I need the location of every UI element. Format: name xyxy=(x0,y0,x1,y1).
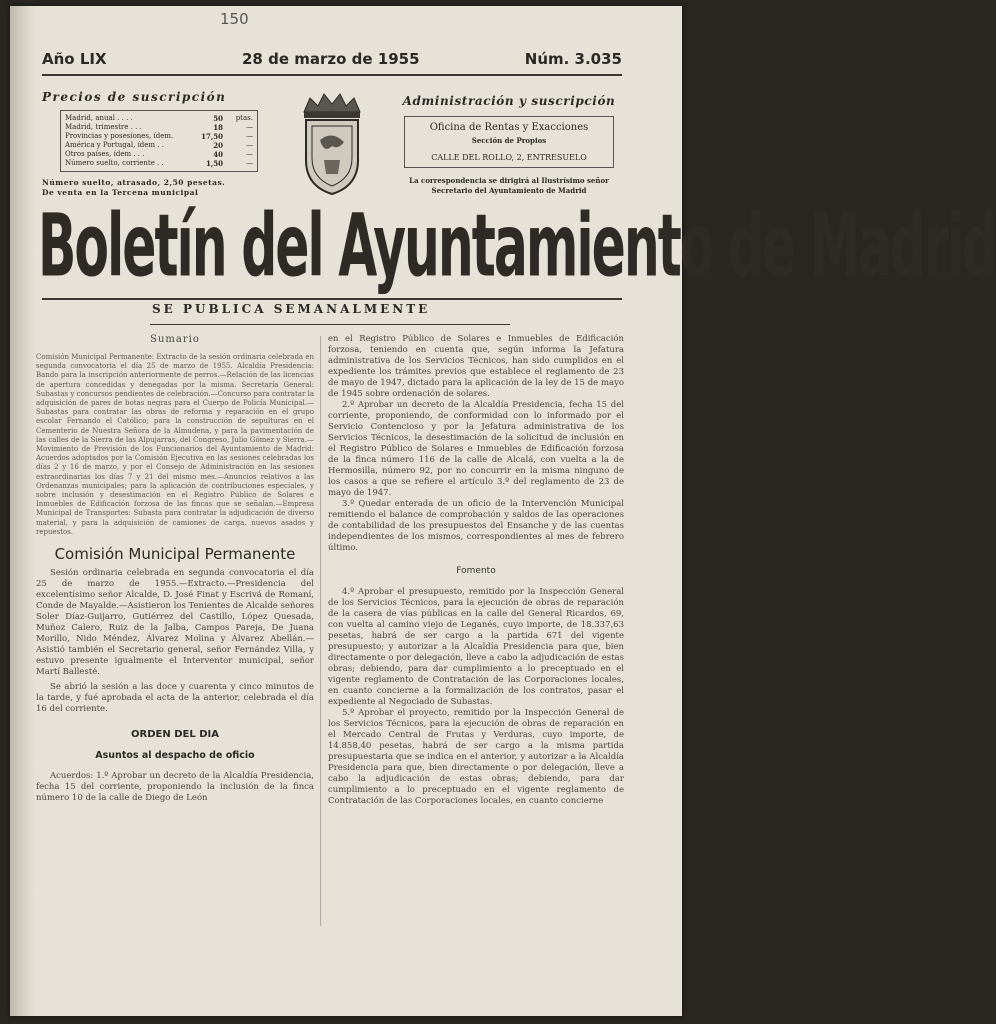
office-box xyxy=(404,116,614,168)
left-column xyxy=(36,334,314,804)
date-label: 28 de marzo de 1955 xyxy=(242,50,420,68)
sumario-text: Comisión Municipal Permanente: Extracto de la sesión ordinaria celebrada en segunda convocatoria el día 25 de marzo de 1955. Alcaldía Presidencia: Bando para la inscripción anteriormente de perros.—Relación de las licencias de apertura concedidas y denegadas por la misma. Secretaría General: Subastas y concursos pendientes de celebración.—Concurso para contratar la adquisición de pares de botas negras para el Cuerpo de Policía Municipal.—Subastas para contratar las obras de reforma y reparación en el grupo escolar Fernando el Católico; para la construcción de sepulturas en el Cementerio de Nuestra Señora de la Almudena, y para la pavimentación de las calles de la Sierra de las Alpujarras, del Congreso, Julio Gómez y Sierra.—Movimiento de Previsión de los Funcionarios del Ayuntamiento de Madrid: Acuerdos adoptados por la Comisión Ejecutiva en las sesiones celebradas los días 2 y 16 de marzo, y por el Consejo de Administración en las sesiones extraordinarias los días 7 y 21 del mismo mes.—Anuncios relativos a las Ordenanzas municipales; para la aplicación de contribuciones especiales, y sobre inclusión y desestimación en el Registro Público de Solares e Inmuebles de Edificación forzosa de las fincas que se señalan.—Empresa Municipal de Transportes: Subasta para contratar la adjudicación de diverso material, y para la adquisición de camiones de carga, nuevos asados y repuestos. xyxy=(36,353,314,536)
paragraph: 3.º Quedar enterada de un oficio de la Intervención Municipal remitiendo el balance de comprobación y saldos de las operaciones de contabilidad de los presupuestos del Ensanche y de las cuentas independientes de los mismos, correspondientes al mes de febrero último. xyxy=(328,499,624,553)
paragraph: Sesión ordinaria celebrada en segunda convocatoria el día 25 de marzo de 1955.—Extracto.—Presidencia del excelentísimo señor Alcalde, D. José Finat y Escrivá de Romaní, Conde de Mayalde.—Asistieron los Tenientes de Alcalde señores Soler Díaz-Guijarro, Gutiérrez del Castillo, López Quesada, Muñoz Calero, Ruiz de la Jalba, Campos Pareja, De Juana Morillo, Nido Méndez, Álvarez Molina y Álvarez Abellán.—Asistió también el Secretario general, señor Fernández Villa, y estuvo presente igualmente el Interventor municipal, señor Martí Ballesté. xyxy=(36,568,314,678)
paragraph: 4.º Aprobar el presupuesto, remitido por la Inspección General de los Servicios Técnicos, para la ejecución de obras de reparación de la casera de vías públicas en la calle del General Ricardos, 69, con vuelta al camino viejo de Leganés, cuyo importe, de 18.337,63 pesetas, habrá de ser cargo a la partida 671 del vigente presupuesto; y autorizar a la Alcaldía Presidencia para que, bien directamente o por delegación, lleve a cabo la adjudicación de estas obras; debiendo, para dar cumplimiento a lo preceptuado en el vigente reglamento de Contratación de las Corporaciones locales, en cuanto concierne a la formalización de los contratos, pasar el expediente al Negociado de Subastas. xyxy=(328,587,624,707)
paragraph: 2.º Aprobar un decreto de la Alcaldía Presidencia, fecha 15 del corriente, proponiendo, de conformidad con lo informado por el Servicio Contencioso y por la Jefatura administrativa de los Servicios Técnicos, la desestimación de la solicitud de inclusión en el Registro Público de Solares e Inmuebles de Edificación forzosa de la finca número 116 de la calle de Alcalá, con vuelta a la de Hermosilla, número 92, por no concurrir en la misma ninguno de los casos a que se refiere el artículo 3.º del reglamento de 23 de mayo de 1947. xyxy=(328,400,624,498)
price-row: Número suelto, corriente . . 1,50 — xyxy=(65,159,253,168)
administration-title: Administración y suscripción xyxy=(402,94,616,108)
newspaper-page xyxy=(10,6,996,1016)
section-title: Comisión Municipal Permanente xyxy=(54,545,296,564)
sumario-title: Sumario xyxy=(150,334,200,345)
header-rule xyxy=(42,74,622,76)
madrid-crest-icon xyxy=(294,90,370,198)
fomento-heading: Fomento xyxy=(456,566,496,576)
paragraph: 5.º Aprobar el proyecto, remitido por la Inspección General de los Servicios Técnicos, para la ejecución de obras de reparación en el Mercado Central de Frutas y Verduras, cuyo importe, de 14.858,40 pesetas, habrá de ser cargo a la misma partida presupuestaria que se indica en el anterior, y autorizar a la Alcaldía Presidencia para que, bien directamente o por delegación, lleve a cabo la adjudicación de estas obras; debiendo, para dar cumplimiento a lo preceptuado en el vigente reglamento de Contratación de las Corporaciones locales, en cuanto concierne xyxy=(328,708,624,806)
orden-del-dia-heading: ORDEN DEL DIA xyxy=(131,729,219,741)
administration-box xyxy=(396,94,622,196)
subscription-box xyxy=(42,90,274,202)
price-row: Madrid, anual . . . . 50 ptas. xyxy=(65,114,253,123)
price-row: América y Portugal, ídem . . 20 — xyxy=(65,141,253,150)
year-label: Año LIX xyxy=(42,50,107,68)
office-section: Sección de Propios xyxy=(471,136,547,145)
price-table xyxy=(60,110,258,172)
office-name: Oficina de Rentas y Exacciones xyxy=(429,122,589,133)
page-spine xyxy=(10,6,36,1016)
asuntos-heading: Asuntos al despacho de oficio xyxy=(95,750,255,762)
price-row: Otros países, ídem . . . 40 — xyxy=(65,150,253,159)
paragraph: en el Registro Público de Solares e Inmuebles de Edificación forzosa, teniendo en cuenta que, según informa la Jefatura administrativa de los Servicios Técnicos, han sido cumplidos en el expediente los trámites previos que establece el reglamento de 23 de mayo de 1947, dictado para la aplicación de la ley de 15 de mayo de 1945 sobre ordenación de solares. xyxy=(328,334,624,399)
paragraph: Acuerdos: 1.º Aprobar un decreto de la Alcaldía Presidencia, fecha 15 del corriente, proponiendo la inclusión de la finca número 10 de la calle de Diego de León xyxy=(36,771,314,804)
frequency-rule xyxy=(150,324,510,325)
price-row: Provincias y posesiones, ídem. 17,50 — xyxy=(65,132,253,141)
subscription-note: Número suelto, atrasado, 2,50 pesetas. De venta en la Tercena municipal xyxy=(42,178,226,197)
issue-number: Núm. 3.035 xyxy=(524,50,622,68)
subscription-title: Precios de suscripción xyxy=(42,90,227,104)
publication-frequency: SE PUBLICA SEMANALMENTE xyxy=(152,302,431,316)
paragraph: Se abrió la sesión a las doce y cuarenta y cinco minutos de la tarde, y fué aprobada el acta de la anterior, celebrada el día 16 del corriente. xyxy=(36,682,314,715)
pencil-note: 150 xyxy=(220,10,249,28)
price-row: Madrid, trimestre . . . 18 — xyxy=(65,123,253,132)
column-divider xyxy=(320,336,321,926)
masthead-rule xyxy=(42,298,622,300)
office-address: CALLE DEL ROLLO, 2, ENTRESUELO xyxy=(431,153,587,162)
masthead-title: Boletín del Ayuntamiento de Madrid xyxy=(38,196,996,297)
correspondence-note: La correspondencia se dirigirá al Ilustrísimo señor Secretario del Ayuntamiento de Madrid xyxy=(409,176,609,195)
right-column xyxy=(328,334,624,807)
header-line xyxy=(42,48,622,74)
